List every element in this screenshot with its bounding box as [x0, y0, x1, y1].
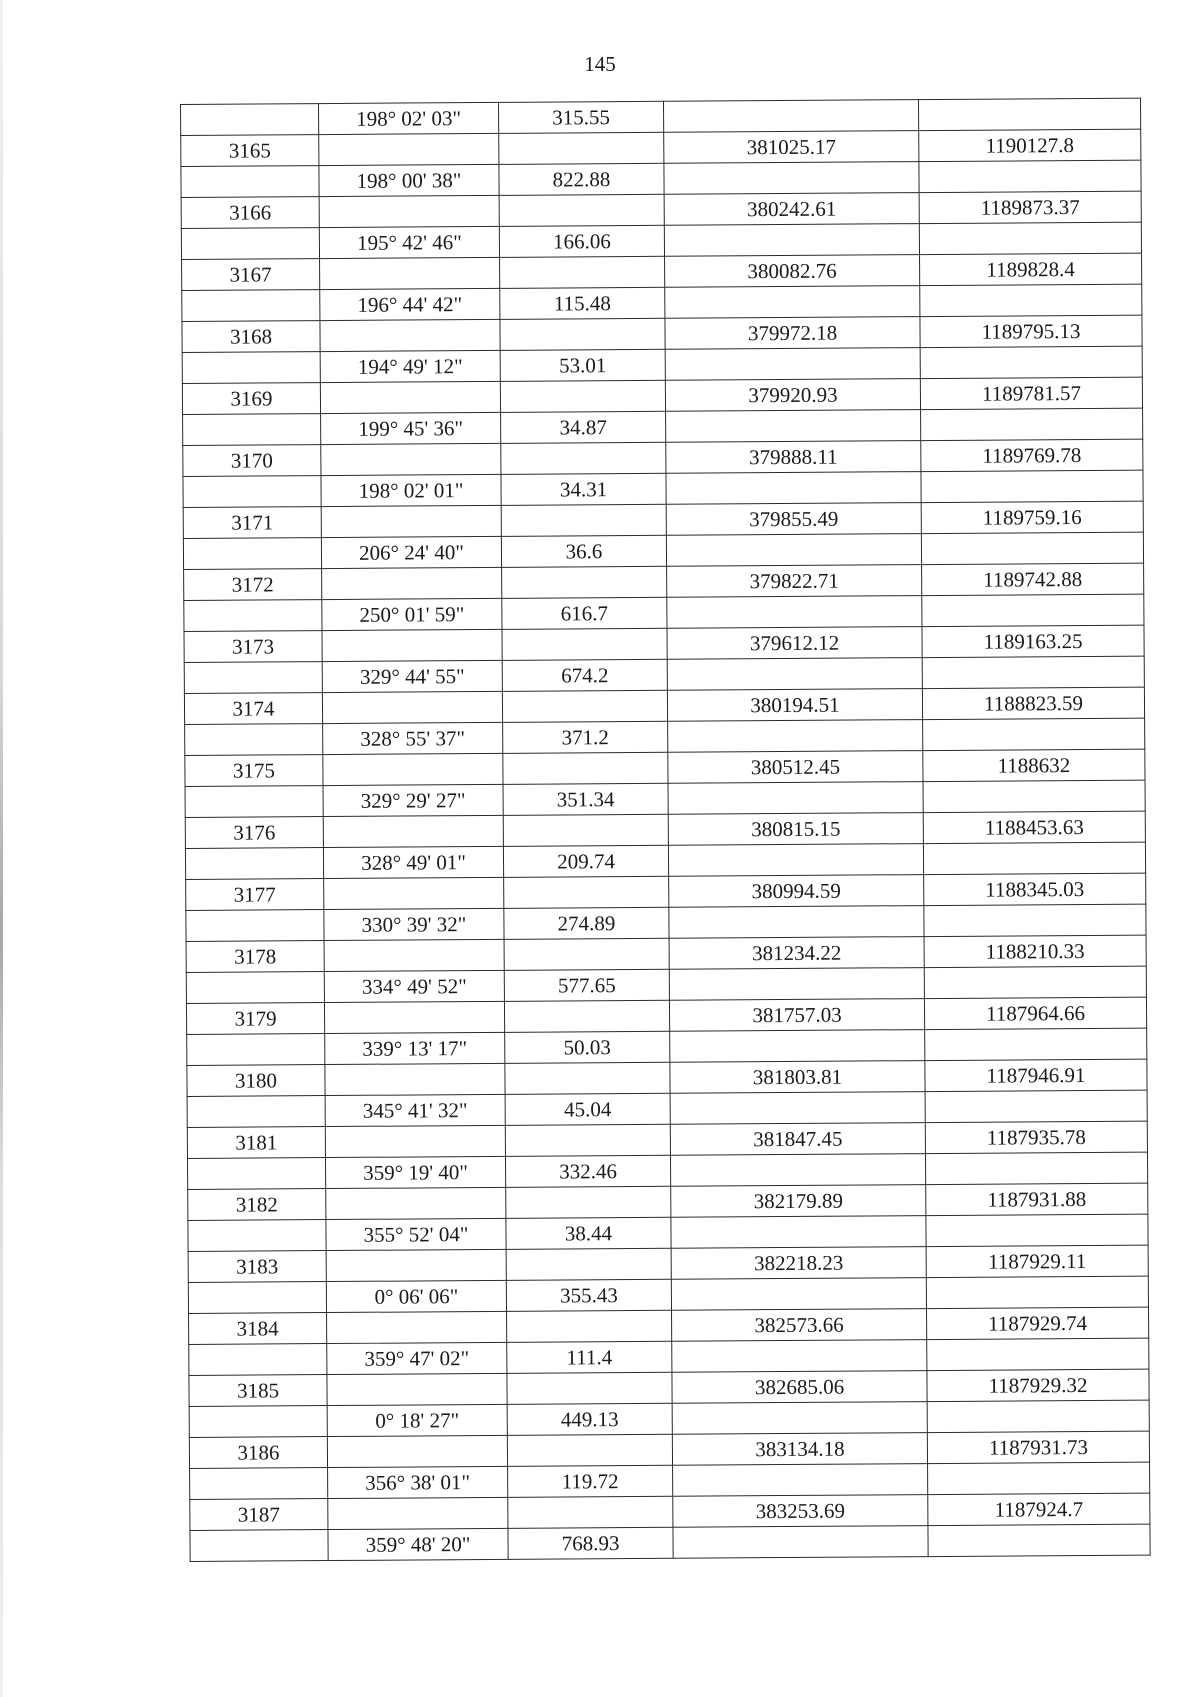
point-id-cell: 3174 — [184, 693, 322, 725]
easting-cell: 1187931.73 — [927, 1431, 1149, 1463]
northing-cell: 381025.17 — [664, 131, 919, 164]
empty-cell — [666, 534, 921, 567]
empty-cell — [325, 1063, 505, 1095]
northing-cell: 379822.71 — [667, 565, 922, 598]
empty-cell — [924, 904, 1146, 936]
bearing-cell: 334° 49' 52" — [324, 970, 504, 1002]
empty-cell — [922, 656, 1144, 688]
empty-cell — [667, 596, 922, 629]
distance-cell: 38.44 — [506, 1217, 671, 1249]
easting-cell: 1189759.16 — [921, 501, 1143, 533]
empty-cell — [669, 968, 924, 1001]
empty-cell — [320, 257, 500, 289]
scan-edge-shadow — [0, 0, 3, 1697]
empty-cell — [918, 98, 1140, 130]
empty-cell — [325, 1125, 505, 1157]
bearing-cell: 359° 48' 20" — [328, 1528, 508, 1560]
empty-cell — [926, 1276, 1148, 1308]
point-id-cell: 3170 — [183, 445, 321, 477]
empty-cell — [670, 1154, 925, 1187]
distance-cell: 50.03 — [505, 1031, 670, 1063]
empty-cell — [319, 133, 499, 165]
easting-cell: 1188210.33 — [924, 935, 1146, 967]
distance-cell: 768.93 — [508, 1527, 673, 1559]
empty-cell — [508, 1496, 673, 1528]
point-id-cell: 3169 — [182, 383, 320, 415]
northing-cell: 379888.11 — [666, 441, 921, 474]
easting-cell: 1187929.32 — [927, 1369, 1149, 1401]
bearing-cell: 328° 49' 01" — [323, 846, 503, 878]
point-id-cell: 3184 — [189, 1313, 327, 1345]
northing-cell: 382179.89 — [671, 1185, 926, 1218]
bearing-cell: 359° 19' 40" — [325, 1156, 505, 1188]
northing-cell: 383253.69 — [673, 1495, 928, 1528]
empty-cell — [323, 753, 503, 785]
easting-cell: 1189769.78 — [921, 439, 1143, 471]
empty-cell — [926, 1214, 1148, 1246]
point-id-cell: 3180 — [187, 1065, 325, 1097]
point-id-cell: 3185 — [189, 1375, 327, 1407]
empty-cell — [187, 1158, 325, 1190]
easting-cell: 1187935.78 — [925, 1121, 1147, 1153]
bearing-cell: 198° 02' 03" — [319, 102, 499, 134]
easting-cell: 1187931.88 — [926, 1183, 1148, 1215]
empty-cell — [665, 286, 920, 319]
easting-cell: 1189828.4 — [920, 253, 1142, 285]
empty-cell — [504, 938, 669, 970]
northing-cell: 379920.93 — [665, 379, 920, 412]
empty-cell — [670, 1092, 925, 1125]
empty-cell — [921, 532, 1143, 564]
empty-cell — [669, 906, 924, 939]
empty-cell — [922, 594, 1144, 626]
bearing-cell: 339° 13' 17" — [325, 1032, 505, 1064]
empty-cell — [501, 504, 666, 536]
easting-cell: 1188632 — [923, 749, 1145, 781]
empty-cell — [185, 724, 323, 756]
distance-cell: 577.65 — [504, 969, 669, 1001]
distance-cell: 119.72 — [508, 1465, 673, 1497]
empty-cell — [502, 566, 667, 598]
bearing-cell: 198° 02' 01" — [321, 474, 501, 506]
survey-coordinates-table — [180, 98, 1151, 1562]
distance-cell: 822.88 — [499, 163, 664, 195]
empty-cell — [327, 1435, 507, 1467]
distance-cell: 34.31 — [501, 473, 666, 505]
empty-cell — [503, 752, 668, 784]
northing-cell: 380994.59 — [669, 875, 924, 908]
point-id-cell: 3181 — [187, 1127, 325, 1159]
empty-cell — [500, 256, 665, 288]
easting-cell: 1188453.63 — [923, 811, 1145, 843]
bearing-cell: 355° 52' 04" — [326, 1218, 506, 1250]
empty-cell — [919, 160, 1141, 192]
distance-cell: 45.04 — [505, 1093, 670, 1125]
bearing-cell: 199° 45' 36" — [321, 412, 501, 444]
point-id-cell: 3171 — [183, 507, 321, 539]
empty-cell — [664, 224, 919, 257]
point-id-cell: 3177 — [186, 879, 324, 911]
easting-cell: 1187946.91 — [925, 1059, 1147, 1091]
empty-cell — [186, 910, 324, 942]
empty-cell — [502, 628, 667, 660]
distance-cell: 315.55 — [498, 101, 663, 133]
distance-cell: 36.6 — [501, 535, 666, 567]
bearing-cell: 329° 44' 55" — [322, 660, 502, 692]
bearing-cell: 329° 29' 27" — [323, 784, 503, 816]
distance-cell: 34.87 — [501, 411, 666, 443]
empty-cell — [499, 132, 664, 164]
northing-cell: 382685.06 — [672, 1371, 927, 1404]
empty-cell — [924, 966, 1146, 998]
easting-cell: 1187924.7 — [928, 1493, 1150, 1525]
empty-cell — [182, 290, 320, 322]
northing-cell: 380512.45 — [668, 751, 923, 784]
empty-cell — [188, 1282, 326, 1314]
empty-cell — [183, 538, 321, 570]
empty-cell — [663, 100, 918, 133]
empty-cell — [925, 1090, 1147, 1122]
easting-cell: 1189742.88 — [922, 563, 1144, 595]
empty-cell — [185, 848, 323, 880]
northing-cell: 380242.61 — [664, 193, 919, 226]
empty-cell — [927, 1400, 1149, 1432]
empty-cell — [921, 408, 1143, 440]
empty-cell — [668, 720, 923, 753]
northing-cell: 380082.76 — [665, 255, 920, 288]
empty-cell — [668, 844, 923, 877]
easting-cell: 1189781.57 — [920, 377, 1142, 409]
bearing-cell: 195° 42' 46" — [319, 226, 499, 258]
empty-cell — [184, 600, 322, 632]
empty-cell — [504, 1000, 669, 1032]
distance-cell: 166.06 — [499, 225, 664, 257]
empty-cell — [673, 1464, 928, 1497]
empty-cell — [919, 222, 1141, 254]
bearing-cell: 345° 41' 32" — [325, 1094, 505, 1126]
empty-cell — [187, 1034, 325, 1066]
northing-cell: 381847.45 — [670, 1123, 925, 1156]
empty-cell — [326, 1187, 506, 1219]
empty-cell — [500, 318, 665, 350]
bearing-cell: 250° 01' 59" — [322, 598, 502, 630]
empty-cell — [181, 166, 319, 198]
bearing-cell: 330° 39' 32" — [324, 908, 504, 940]
empty-cell — [188, 1220, 326, 1252]
bearing-cell: 359° 47' 02" — [327, 1342, 507, 1374]
empty-cell — [923, 780, 1145, 812]
empty-cell — [323, 815, 503, 847]
empty-cell — [319, 195, 499, 227]
empty-cell — [507, 1434, 672, 1466]
distance-cell: 616.7 — [502, 597, 667, 629]
empty-cell — [507, 1372, 672, 1404]
point-id-cell: 3186 — [189, 1437, 327, 1469]
distance-cell: 53.01 — [500, 349, 665, 381]
northing-cell: 381803.81 — [670, 1061, 925, 1094]
empty-cell — [665, 348, 920, 381]
empty-cell — [666, 472, 921, 505]
point-id-cell: 3187 — [190, 1499, 328, 1531]
northing-cell: 381757.03 — [669, 999, 924, 1032]
bearing-cell: 328° 55' 37" — [323, 722, 503, 754]
empty-cell — [921, 470, 1143, 502]
point-id-cell: 3165 — [181, 135, 319, 167]
point-id-cell: 3176 — [185, 817, 323, 849]
bearing-cell: 0° 18' 27" — [327, 1404, 507, 1436]
empty-cell — [327, 1373, 507, 1405]
empty-cell — [671, 1278, 926, 1311]
easting-cell: 1189795.13 — [920, 315, 1142, 347]
empty-cell — [187, 1096, 325, 1128]
empty-cell — [185, 786, 323, 818]
empty-cell — [326, 1249, 506, 1281]
easting-cell: 1190127.8 — [919, 129, 1141, 161]
empty-cell — [322, 691, 502, 723]
point-id-cell: 3183 — [188, 1251, 326, 1283]
distance-cell: 111.4 — [507, 1341, 672, 1373]
empty-cell — [671, 1216, 926, 1249]
northing-cell: 381234.22 — [669, 937, 924, 970]
empty-cell — [183, 414, 321, 446]
bearing-cell: 198° 00' 38" — [319, 164, 499, 196]
distance-cell: 209.74 — [503, 845, 668, 877]
empty-cell — [506, 1186, 671, 1218]
empty-cell — [324, 877, 504, 909]
empty-cell — [925, 1028, 1147, 1060]
distance-cell: 355.43 — [506, 1279, 671, 1311]
empty-cell — [322, 567, 502, 599]
empty-cell — [500, 380, 665, 412]
northing-cell: 383134.18 — [672, 1433, 927, 1466]
distance-cell: 351.34 — [503, 783, 668, 815]
bearing-cell: 0° 06' 06" — [326, 1280, 506, 1312]
empty-cell — [189, 1406, 327, 1438]
empty-cell — [324, 1001, 504, 1033]
empty-cell — [190, 1530, 328, 1562]
empty-cell — [507, 1310, 672, 1342]
northing-cell: 382573.66 — [672, 1309, 927, 1342]
easting-cell: 1188823.59 — [922, 687, 1144, 719]
point-id-cell: 3175 — [185, 755, 323, 787]
distance-cell: 332.46 — [505, 1155, 670, 1187]
point-id-cell: 3178 — [186, 941, 324, 973]
empty-cell — [670, 1030, 925, 1063]
point-id-cell: 3179 — [186, 1003, 324, 1035]
empty-cell — [189, 1344, 327, 1376]
empty-cell — [928, 1462, 1150, 1494]
empty-cell — [667, 658, 922, 691]
northing-cell: 379855.49 — [666, 503, 921, 536]
empty-cell — [181, 104, 319, 136]
easting-cell: 1189873.37 — [919, 191, 1141, 223]
page-number: 145 — [584, 52, 616, 76]
empty-cell — [920, 346, 1142, 378]
northing-cell: 380815.15 — [668, 813, 923, 846]
distance-cell: 371.2 — [503, 721, 668, 753]
bearing-cell: 356° 38' 01" — [328, 1466, 508, 1498]
empty-cell — [923, 842, 1145, 874]
northing-cell: 379612.12 — [667, 627, 922, 660]
table-body — [181, 98, 1151, 1561]
distance-cell: 274.89 — [504, 907, 669, 939]
empty-cell — [673, 1526, 928, 1559]
point-id-cell: 3182 — [188, 1189, 326, 1221]
empty-cell — [664, 162, 919, 195]
empty-cell — [666, 410, 921, 443]
empty-cell — [184, 662, 322, 694]
empty-cell — [925, 1152, 1147, 1184]
empty-cell — [920, 284, 1142, 316]
empty-cell — [672, 1402, 927, 1435]
empty-cell — [181, 228, 319, 260]
point-id-cell: 3172 — [184, 569, 322, 601]
empty-cell — [320, 381, 500, 413]
empty-cell — [503, 814, 668, 846]
empty-cell — [505, 1062, 670, 1094]
empty-cell — [324, 939, 504, 971]
empty-cell — [322, 629, 502, 661]
point-id-cell: 3173 — [184, 631, 322, 663]
empty-cell — [927, 1338, 1149, 1370]
empty-cell — [499, 194, 664, 226]
point-id-cell: 3168 — [182, 321, 320, 353]
empty-cell — [320, 319, 500, 351]
northing-cell: 382218.23 — [671, 1247, 926, 1280]
distance-cell: 449.13 — [507, 1403, 672, 1435]
bearing-cell: 206° 24' 40" — [321, 536, 501, 568]
bearing-cell: 196° 44' 42" — [320, 288, 500, 320]
easting-cell: 1187929.74 — [927, 1307, 1149, 1339]
easting-cell: 1188345.03 — [924, 873, 1146, 905]
point-id-cell: 3166 — [181, 197, 319, 229]
empty-cell — [506, 1248, 671, 1280]
northing-cell: 379972.18 — [665, 317, 920, 350]
empty-cell — [183, 476, 321, 508]
empty-cell — [327, 1311, 507, 1343]
distance-cell: 115.48 — [500, 287, 665, 319]
empty-cell — [928, 1524, 1150, 1556]
empty-cell — [672, 1340, 927, 1373]
bearing-cell: 194° 49' 12" — [320, 350, 500, 382]
leg-row — [190, 1524, 1150, 1561]
easting-cell: 1189163.25 — [922, 625, 1144, 657]
easting-cell: 1187964.66 — [924, 997, 1146, 1029]
point-id-cell: 3167 — [182, 259, 320, 291]
northing-cell: 380194.51 — [667, 689, 922, 722]
empty-cell — [505, 1124, 670, 1156]
empty-cell — [321, 505, 501, 537]
empty-cell — [190, 1468, 328, 1500]
easting-cell: 1187929.11 — [926, 1245, 1148, 1277]
empty-cell — [328, 1497, 508, 1529]
empty-cell — [501, 442, 666, 474]
empty-cell — [321, 443, 501, 475]
empty-cell — [668, 782, 923, 815]
empty-cell — [182, 352, 320, 384]
empty-cell — [186, 972, 324, 1004]
empty-cell — [923, 718, 1145, 750]
empty-cell — [504, 876, 669, 908]
empty-cell — [502, 690, 667, 722]
distance-cell: 674.2 — [502, 659, 667, 691]
